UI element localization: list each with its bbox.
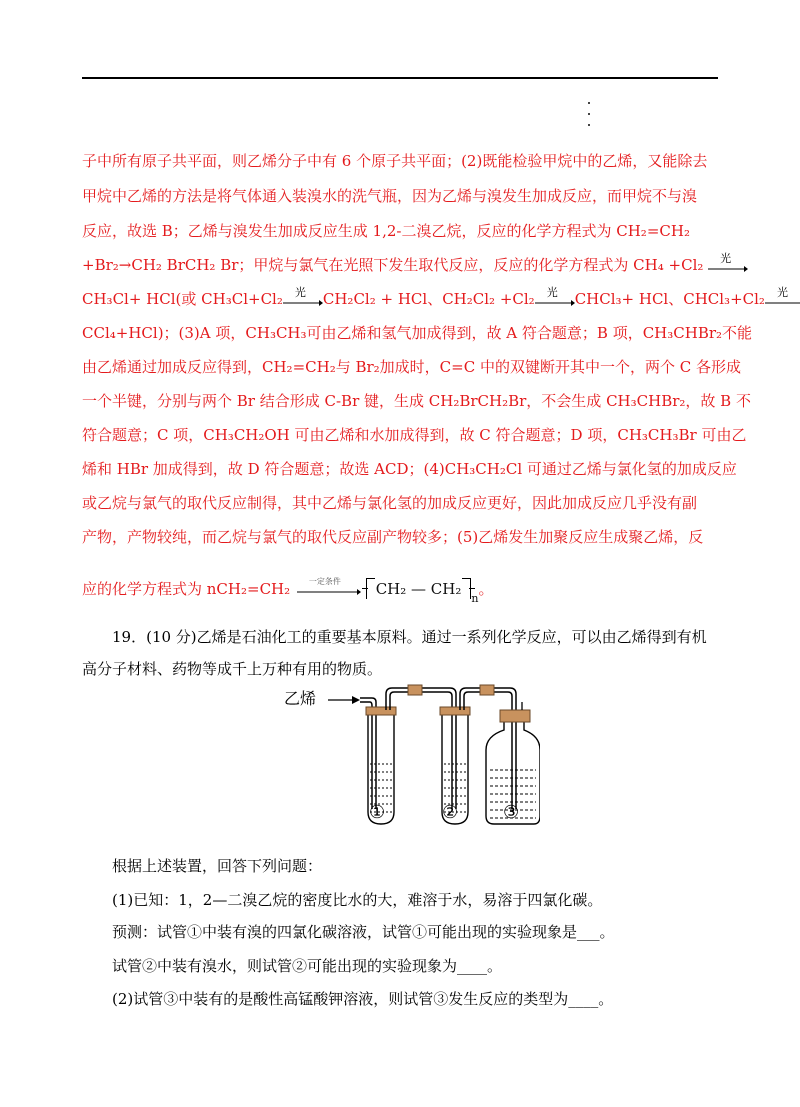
- final-equation-prefix: 应的化学方程式为 nCH₂=CH₂: [82, 580, 291, 598]
- answer-line-7: 由乙烯通过加成反应得到，CH₂=CH₂与 Br₂加成时，C=C 中的双键断开其中一个，两个 C 各形成: [82, 358, 741, 376]
- apparatus-svg: [280, 674, 540, 834]
- answer-line-1: 子中所有原子共平面，则乙烯分子中有 6 个原子共平面；(2)既能检验甲烷中的乙烯，又能除去: [82, 152, 708, 170]
- question-text-1: 根据上述装置，回答下列问题：: [112, 857, 323, 875]
- light-arrow-2: [283, 286, 323, 308]
- light-label-2: 光: [294, 286, 306, 299]
- answer-line-8: 一个半键，分别与两个 Br 结合形成 C-Br 键，生成 CH₂BrCH₂Br，不会生成 CH₃CHBr₂，故 B 不: [82, 392, 751, 410]
- question-19-line-2: 高分子材料、药物等成千上万种有用的物质。: [82, 660, 383, 678]
- light-label-3: 光: [546, 286, 558, 299]
- polymer-unit: CH₂ — CH₂: [375, 580, 462, 598]
- question-text-4: 试管②中装有溴水，则试管②可能出现的实验现象为____。: [112, 957, 503, 975]
- question-text-5: (2)试管③中装有的是酸性高锰酸钾溶液，则试管③发生反应的类型为____。: [112, 990, 614, 1008]
- question-text-2: (1)已知：1，2—二溴乙烷的密度比水的大，难溶于水，易溶于四氯化碳。: [112, 891, 603, 909]
- answer-line-4: [82, 254, 748, 275]
- tube-label-1: ①: [369, 802, 386, 823]
- answer-line-9: 符合题意；C 项，CH₃CH₂OH 可由乙烯和水加成得到，故 C 符合题意；D 项，CH₃CH₃Br 可由乙: [82, 426, 747, 444]
- question-text-3: 预测：试管①中装有溴的四氯化碳溶液，试管①可能出现的实验现象是___。: [112, 923, 615, 941]
- answer-line-5c: CHCl₃+ HCl、CHCl₃+Cl₂: [574, 290, 765, 308]
- light-label-4: 光: [776, 286, 788, 299]
- answer-line-11: 或乙烷与氯气的取代反应制得，其中乙烯与氯化氢的加成反应更好，因此加成反应几乎没有副: [82, 494, 698, 512]
- light-arrow-3: [535, 286, 575, 308]
- answer-line-3: 反应，故选 B；乙烯与溴发生加成反应生成 1,2-二溴乙烷，反应的化学方程式为 CH₂=CH₂: [82, 222, 690, 240]
- condition-label: 一定条件: [308, 577, 341, 586]
- polymer-formula: [366, 580, 472, 598]
- answer-line-13: [82, 578, 494, 605]
- tube-label-2: ②: [442, 802, 459, 823]
- answer-line-5: [82, 288, 800, 309]
- answer-line-12: 产物，产物较纯，而乙烷与氯气的取代反应副产物较多；(5)乙烯发生加聚反应生成聚乙烯，反: [82, 528, 704, 546]
- apparatus-figure: [280, 674, 540, 838]
- light-arrow-1: [708, 252, 748, 274]
- polymer-n: n: [471, 592, 479, 605]
- question-19-line-1: 19．(10 分)乙烯是石油化工的重要基本原料。通过一系列化学反应，可以由乙烯得到有机: [112, 628, 707, 646]
- answer-line-5a: CH₃Cl+ HCl(或 CH₃Cl+Cl₂: [82, 290, 283, 308]
- tube-label-3: ③: [503, 802, 520, 823]
- answer-line-2: 甲烷中乙烯的方法是将气体通入装溴水的洗气瓶，因为乙烯与溴发生加成反应，而甲烷不与溴: [82, 187, 698, 205]
- light-arrow-4: [765, 286, 800, 308]
- header-rule: [82, 77, 718, 79]
- answer-line-10: 烯和 HBr 加成得到，故 D 符合题意；故选 ACD；(4)CH₃CH₂Cl 可通过乙烯与氯化氢的加成反应: [82, 460, 737, 478]
- light-label-1: 光: [720, 252, 732, 265]
- answer-line-5b: CH₂Cl₂ + HCl、CH₂Cl₂ +Cl₂: [322, 290, 535, 308]
- margin-dots: [588, 102, 594, 135]
- condition-arrow: [295, 577, 361, 598]
- answer-line-4-text: +Br₂→CH₂ BrCH₂ Br；甲烷与氯气在光照下发生取代反应，反应的化学方程式为 CH₄ +Cl₂: [82, 256, 704, 274]
- answer-line-6: CCl₄+HCl)；(3)A 项，CH₃CH₃可由乙烯和氢气加成得到，故 A 符合题意；B 项，CH₃CHBr₂不能: [82, 324, 753, 342]
- final-period: 。: [478, 580, 494, 598]
- ethylene-label: 乙烯: [284, 689, 317, 708]
